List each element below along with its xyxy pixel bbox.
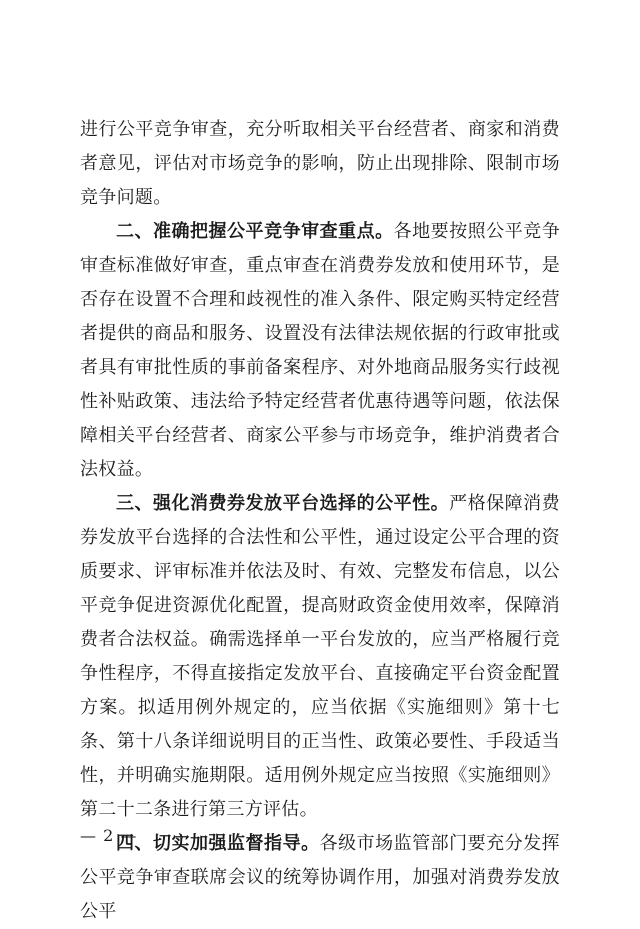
section-heading: 二、准确把握公平竞争审查重点。 (116, 221, 394, 242)
paragraph-text: 各级市场监管部门要充分发挥公平竞争审查联席会议的统筹协调作用，加强对消费券发放公平 (80, 833, 560, 922)
paragraph-section-3 (80, 487, 560, 827)
paragraph-text: 进行公平竞争审查，充分听取相关平台经营者、商家和消费者意见，评估对市场竞争的影响，防止出现排除、限制市场竞争问题。 (80, 119, 560, 208)
document-body (80, 113, 560, 929)
paragraph-section-4 (80, 827, 560, 929)
paragraph-section-2 (80, 215, 560, 487)
section-heading: 四、切实加强监督指导。 (116, 833, 320, 854)
paragraph-continuation (80, 113, 560, 215)
page-number: — 2 — (80, 826, 138, 845)
paragraph-text: 各地要按照公平竞争审查标准做好审查，重点审查在消费券发放和使用环节，是否存在设置不合理和歧视性的准入条件、限定购买特定经营者提供的商品和服务、设置没有法律法规依据的行政审批或者具有审批性质的事前备案程序、对外地商品服务实行歧视性补贴政策、违法给予特定经营者优惠待遇等问题，依法保障相关平台经营者、商家公平参与市场竞争，维护消费者合法权益。 (80, 221, 561, 480)
paragraph-text: 严格保障消费券发放平台选择的合法性和公平性，通过设定公平合理的资质要求、评审标准并依法及时、有效、完整发布信息，以公平竞争促进资源优化配置，提高财政资金使用效率，保障消费者合法权益。确需选择单一平台发放的，应当严格履行竞争性程序，不得直接指定发放平台、直接确定平台资金配置方案。拟适用例外规定的，应当依据《实施细则》第十七条、第十八条详细说明目的正当性、政策必要性、手段适当性，并明确实施期限。适用例外规定应当按照《实施细则》第二十二条进行第三方评估。 (80, 493, 560, 820)
section-heading: 三、强化消费券发放平台选择的公平性。 (116, 493, 450, 514)
